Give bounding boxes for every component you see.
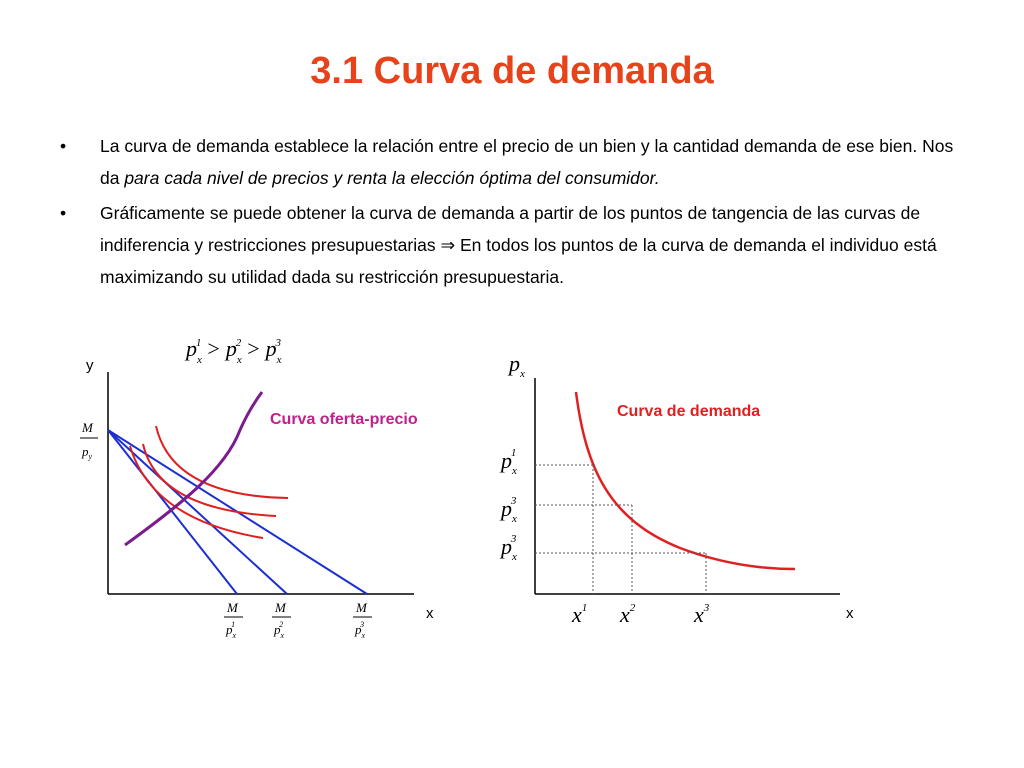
y-axis-label: y (86, 357, 94, 374)
quantity-label-1: $x^1$ (572, 602, 588, 627)
price-order-label: $p_x1 > p_x2 > p_x3$ (186, 336, 282, 366)
indifference-curve-2 (143, 444, 276, 516)
quantity-label-2: $x^2$ (620, 602, 636, 627)
svg-text:px1: $p_x1$ (226, 620, 237, 640)
svg-text:M: M (356, 600, 367, 615)
x-axis-label: x (846, 605, 854, 622)
svg-text:px3: $p_x3$ (355, 620, 366, 640)
bullet-text: La curva de demanda establece la relación entre el precio de un bien y la cantidad demanda de ese bien. Nos da (100, 136, 954, 188)
budget-line-2 (108, 430, 287, 594)
bullet-marker: • (60, 136, 67, 156)
price-level-label-2: $p_x3$ (501, 495, 517, 525)
y-intercept-label (80, 420, 98, 461)
right-diagram (499, 351, 854, 627)
bullet-text-italic: para cada nivel de precios y renta la elección óptima del consumidor. (124, 167, 660, 188)
svg-text:px2: $p_x2$ (274, 620, 285, 640)
price-level-label-3: $p_x3$ (501, 533, 517, 563)
indifference-curve-1 (130, 446, 263, 538)
quantity-label-3: $x^3$ (694, 602, 710, 627)
bullet-marker: • (60, 203, 67, 223)
x-axis-label: x (426, 605, 434, 622)
left-diagram (80, 336, 434, 640)
bullet-text: Gráficamente se puede obtener la curva de demanda a partir de los puntos de tangencia de las curvas de indiferencia y restricciones presupuestarias (100, 203, 921, 255)
price-level-label-1: $p_x1$ (501, 447, 517, 477)
svg-text:M: M (82, 420, 93, 435)
demand-curve-label: Curva de demanda (617, 403, 761, 420)
offer-price-curve-label: Curva oferta-precio (270, 411, 418, 428)
implies-arrow-icon: ⇒ (440, 235, 456, 256)
x-intercept-label-1 (224, 600, 243, 640)
x-intercept-label-2 (272, 600, 291, 640)
svg-text:py: $p_y$ (82, 444, 93, 461)
offer-price-curve (125, 392, 262, 545)
svg-text:M: M (227, 600, 238, 615)
y-axis-label: $p_x$ (509, 351, 525, 380)
slide-title: 3.1 Curva de demanda (310, 50, 714, 92)
svg-text:M: M (275, 600, 286, 615)
bullet-text: En todos los puntos de la curva de demanda el individuo está maximizando su utilidad dada su restricción presupuestaria. (100, 234, 937, 287)
budget-line-1 (108, 430, 237, 594)
x-intercept-label-3 (353, 600, 372, 640)
